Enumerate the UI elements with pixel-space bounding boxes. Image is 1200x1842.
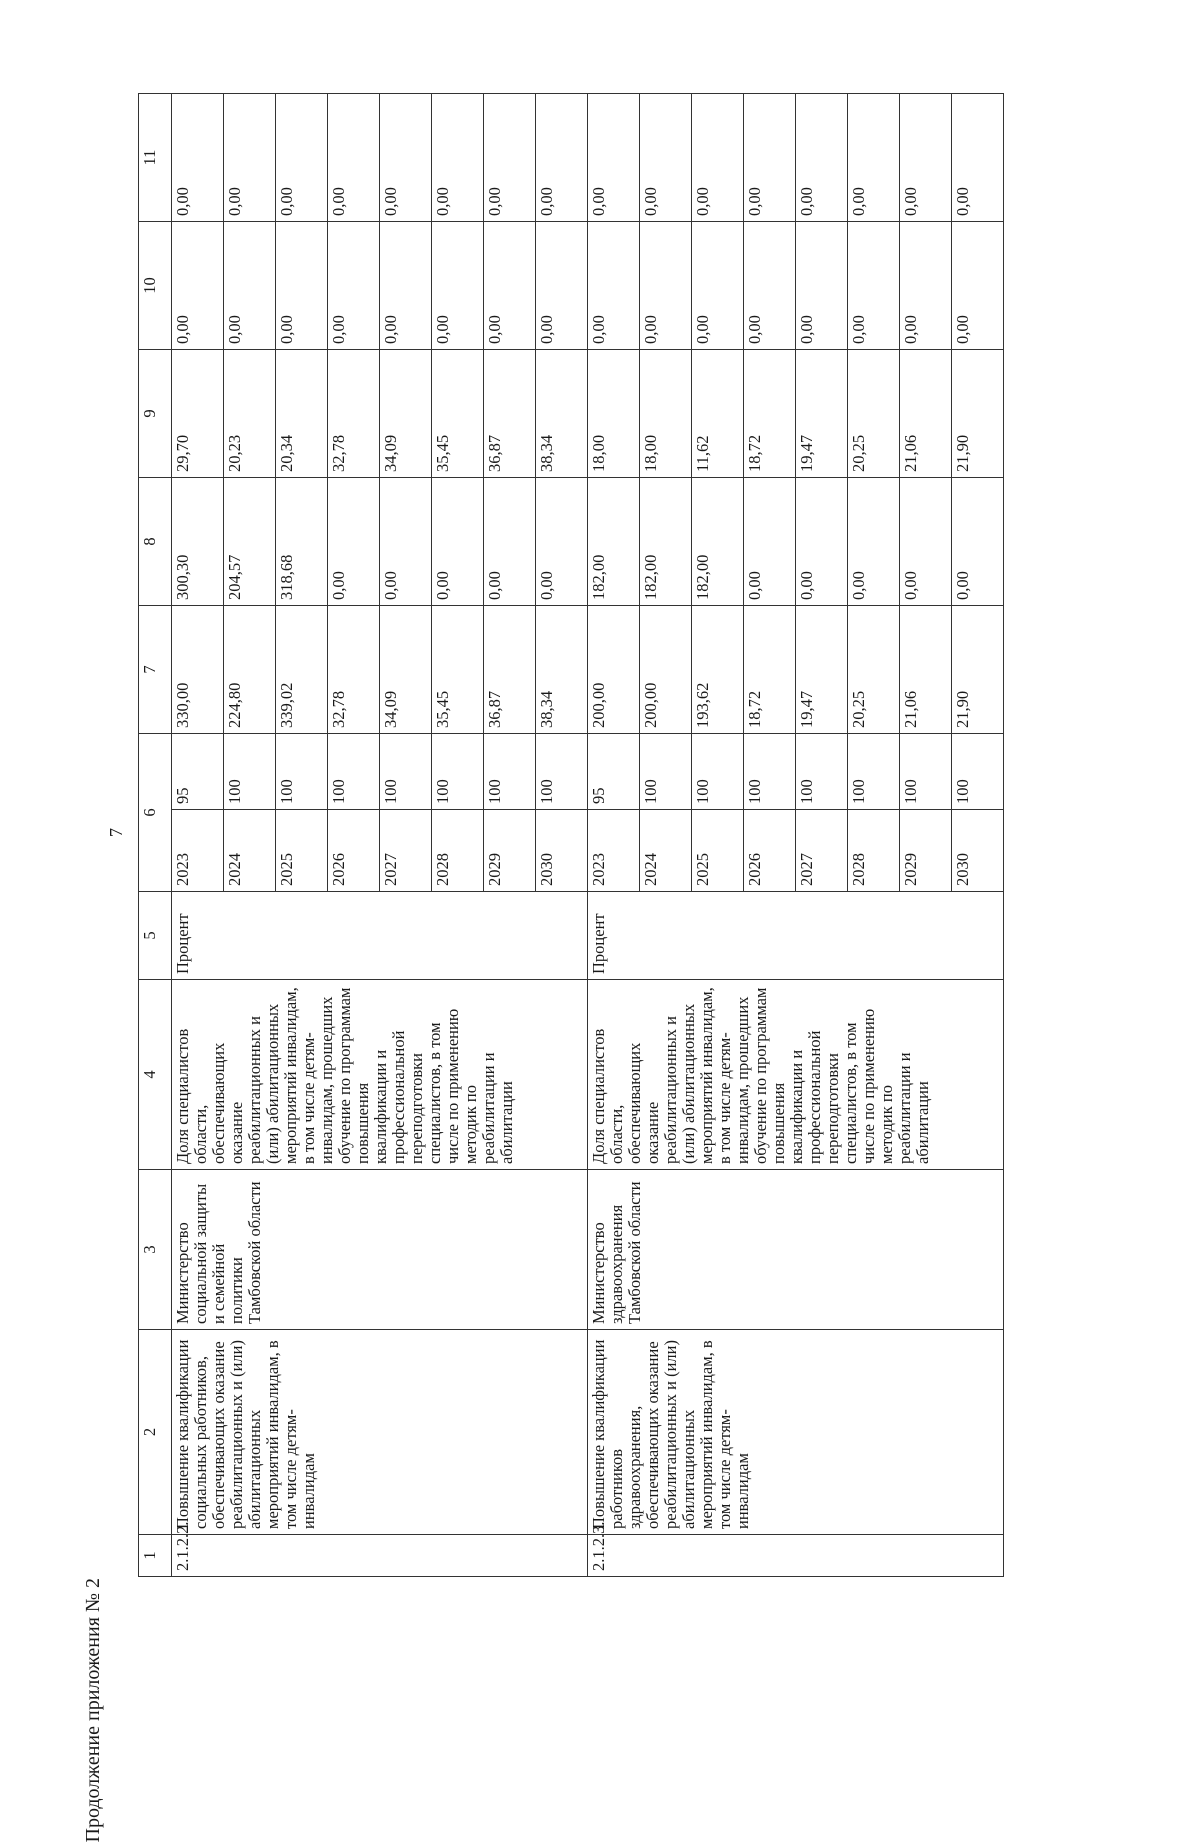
other-cell: 0,00 bbox=[432, 94, 484, 222]
other-cell: 0,00 bbox=[172, 94, 224, 222]
local-cell: 0,00 bbox=[900, 222, 952, 350]
year-cell: 2025 bbox=[276, 810, 328, 892]
year-cell: 2030 bbox=[952, 810, 1004, 892]
other-cell: 0,00 bbox=[900, 94, 952, 222]
target-cell: 100 bbox=[380, 734, 432, 810]
local-cell: 0,00 bbox=[432, 222, 484, 350]
regional-cell: 36,87 bbox=[484, 350, 536, 478]
federal-cell: 300,30 bbox=[172, 478, 224, 606]
page-number: 7 bbox=[106, 828, 126, 837]
header-cell: 10 bbox=[139, 222, 172, 350]
target-cell: 100 bbox=[692, 734, 744, 810]
total-cell: 32,78 bbox=[328, 606, 380, 734]
target-cell: 100 bbox=[640, 734, 692, 810]
year-cell: 2025 bbox=[692, 810, 744, 892]
year-cell: 2024 bbox=[640, 810, 692, 892]
other-cell: 0,00 bbox=[588, 94, 640, 222]
header-cell: 2 bbox=[139, 1330, 172, 1535]
total-cell: 21,90 bbox=[952, 606, 1004, 734]
year-cell: 2028 bbox=[848, 810, 900, 892]
total-cell: 35,45 bbox=[432, 606, 484, 734]
target-cell: 100 bbox=[276, 734, 328, 810]
target-cell: 100 bbox=[744, 734, 796, 810]
federal-cell: 0,00 bbox=[848, 478, 900, 606]
other-cell: 0,00 bbox=[224, 94, 276, 222]
regional-cell: 11,62 bbox=[692, 350, 744, 478]
other-cell: 0,00 bbox=[796, 94, 848, 222]
regional-cell: 18,72 bbox=[744, 350, 796, 478]
other-cell: 0,00 bbox=[276, 94, 328, 222]
year-cell: 2023 bbox=[172, 810, 224, 892]
local-cell: 0,00 bbox=[640, 222, 692, 350]
regional-cell: 34,09 bbox=[380, 350, 432, 478]
target-cell: 100 bbox=[484, 734, 536, 810]
header-cell: 8 bbox=[139, 478, 172, 606]
target-cell: 100 bbox=[432, 734, 484, 810]
year-cell: 2026 bbox=[328, 810, 380, 892]
local-cell: 0,00 bbox=[796, 222, 848, 350]
federal-cell: 0,00 bbox=[796, 478, 848, 606]
target-cell: 95 bbox=[172, 734, 224, 810]
regional-cell: 18,00 bbox=[588, 350, 640, 478]
year-cell: 2030 bbox=[536, 810, 588, 892]
local-cell: 0,00 bbox=[848, 222, 900, 350]
target-cell: 100 bbox=[328, 734, 380, 810]
total-cell: 18,72 bbox=[744, 606, 796, 734]
federal-cell: 0,00 bbox=[952, 478, 1004, 606]
measure-code: 2.1.2.3. bbox=[588, 1535, 1004, 1577]
other-cell: 0,00 bbox=[744, 94, 796, 222]
other-cell: 0,00 bbox=[484, 94, 536, 222]
total-cell: 200,00 bbox=[640, 606, 692, 734]
total-cell: 200,00 bbox=[588, 606, 640, 734]
header-cell: 9 bbox=[139, 350, 172, 478]
header-cell: 4 bbox=[139, 980, 172, 1170]
target-cell: 100 bbox=[536, 734, 588, 810]
total-cell: 20,25 bbox=[848, 606, 900, 734]
federal-cell: 182,00 bbox=[640, 478, 692, 606]
local-cell: 0,00 bbox=[588, 222, 640, 350]
total-cell: 21,06 bbox=[900, 606, 952, 734]
federal-cell: 182,00 bbox=[588, 478, 640, 606]
other-cell: 0,00 bbox=[328, 94, 380, 222]
total-cell: 19,47 bbox=[796, 606, 848, 734]
year-cell: 2029 bbox=[484, 810, 536, 892]
local-cell: 0,00 bbox=[328, 222, 380, 350]
target-cell: 100 bbox=[900, 734, 952, 810]
local-cell: 0,00 bbox=[744, 222, 796, 350]
year-cell: 2023 bbox=[588, 810, 640, 892]
measure-name: Повышение квалификации работников здравоохранения, обеспечивающих оказание реабилитационных и (или) абилитационных мероприятий инвалидам, в том числе детям-инвалидам bbox=[588, 1330, 1004, 1535]
federal-cell: 0,00 bbox=[484, 478, 536, 606]
regional-cell: 21,90 bbox=[952, 350, 1004, 478]
other-cell: 0,00 bbox=[640, 94, 692, 222]
local-cell: 0,00 bbox=[276, 222, 328, 350]
header-cell: 1 bbox=[139, 1535, 172, 1577]
measure-code: 2.1.2.2. bbox=[172, 1535, 588, 1577]
table-row bbox=[588, 94, 640, 1577]
regional-cell: 20,25 bbox=[848, 350, 900, 478]
local-cell: 0,00 bbox=[692, 222, 744, 350]
regional-cell: 20,34 bbox=[276, 350, 328, 478]
measure-name: Повышение квалификации социальных работников, обеспечивающих оказание реабилитационных и (или) абилитационных мероприятий инвалидам, в том числе детям-инвалидам bbox=[172, 1330, 588, 1535]
other-cell: 0,00 bbox=[536, 94, 588, 222]
other-cell: 0,00 bbox=[848, 94, 900, 222]
total-cell: 330,00 bbox=[172, 606, 224, 734]
federal-cell: 318,68 bbox=[276, 478, 328, 606]
header-cell: 3 bbox=[139, 1170, 172, 1330]
unit: Процент bbox=[172, 892, 588, 980]
header-row bbox=[139, 94, 172, 1577]
year-cell: 2027 bbox=[380, 810, 432, 892]
regional-cell: 19,47 bbox=[796, 350, 848, 478]
federal-cell: 0,00 bbox=[380, 478, 432, 606]
other-cell: 0,00 bbox=[952, 94, 1004, 222]
year-cell: 2027 bbox=[796, 810, 848, 892]
target-cell: 100 bbox=[224, 734, 276, 810]
indicator-name: Доля специалистов области, обеспечивающих оказание реабилитационных и (или) абилитационных мероприятий инвалидам, в том числе детям-инвалидам, прошедших обучение по программам повышения квалификации и профессиональной переподготовки специалистов, в том числе по применению методик по реабилитации и абилитации bbox=[588, 980, 1004, 1170]
federal-cell: 0,00 bbox=[328, 478, 380, 606]
year-cell: 2028 bbox=[432, 810, 484, 892]
local-cell: 0,00 bbox=[952, 222, 1004, 350]
target-cell: 100 bbox=[796, 734, 848, 810]
total-cell: 224,80 bbox=[224, 606, 276, 734]
header-cell: 5 bbox=[139, 892, 172, 980]
other-cell: 0,00 bbox=[692, 94, 744, 222]
federal-cell: 0,00 bbox=[536, 478, 588, 606]
regional-cell: 21,06 bbox=[900, 350, 952, 478]
target-cell: 95 bbox=[588, 734, 640, 810]
executor: Министерство здравоохранения Тамбовской области bbox=[588, 1170, 1004, 1330]
year-cell: 2024 bbox=[224, 810, 276, 892]
header-cell: 6 bbox=[139, 734, 172, 892]
header-cell: 7 bbox=[139, 606, 172, 734]
continuation-title: Продолжение приложения № 2 bbox=[82, 1578, 104, 1842]
header-cell: 11 bbox=[139, 94, 172, 222]
table-row bbox=[172, 94, 224, 1577]
local-cell: 0,00 bbox=[172, 222, 224, 350]
federal-cell: 182,00 bbox=[692, 478, 744, 606]
year-cell: 2029 bbox=[900, 810, 952, 892]
year-cell: 2026 bbox=[744, 810, 796, 892]
local-cell: 0,00 bbox=[536, 222, 588, 350]
total-cell: 339,02 bbox=[276, 606, 328, 734]
federal-cell: 0,00 bbox=[744, 478, 796, 606]
regional-cell: 20,23 bbox=[224, 350, 276, 478]
other-cell: 0,00 bbox=[380, 94, 432, 222]
total-cell: 36,87 bbox=[484, 606, 536, 734]
total-cell: 38,34 bbox=[536, 606, 588, 734]
regional-cell: 38,34 bbox=[536, 350, 588, 478]
federal-cell: 0,00 bbox=[900, 478, 952, 606]
regional-cell: 18,00 bbox=[640, 350, 692, 478]
target-cell: 100 bbox=[848, 734, 900, 810]
local-cell: 0,00 bbox=[484, 222, 536, 350]
unit: Процент bbox=[588, 892, 1004, 980]
federal-cell: 204,57 bbox=[224, 478, 276, 606]
indicator-name: Доля специалистов области, обеспечивающих оказание реабилитационных и (или) абилитационных мероприятий инвалидам, в том числе детям-инвалидам, прошедших обучение по программам повышения квалификации и профессиональной переподготовки специалистов, в том числе по применению методик по реабилитации и абилитации bbox=[172, 980, 588, 1170]
program-table bbox=[138, 93, 1004, 1577]
executor: Министерство социальной защиты и семейной политики Тамбовской области bbox=[172, 1170, 588, 1330]
total-cell: 34,09 bbox=[380, 606, 432, 734]
local-cell: 0,00 bbox=[380, 222, 432, 350]
federal-cell: 0,00 bbox=[432, 478, 484, 606]
local-cell: 0,00 bbox=[224, 222, 276, 350]
target-cell: 100 bbox=[952, 734, 1004, 810]
regional-cell: 35,45 bbox=[432, 350, 484, 478]
regional-cell: 29,70 bbox=[172, 350, 224, 478]
total-cell: 193,62 bbox=[692, 606, 744, 734]
regional-cell: 32,78 bbox=[328, 350, 380, 478]
